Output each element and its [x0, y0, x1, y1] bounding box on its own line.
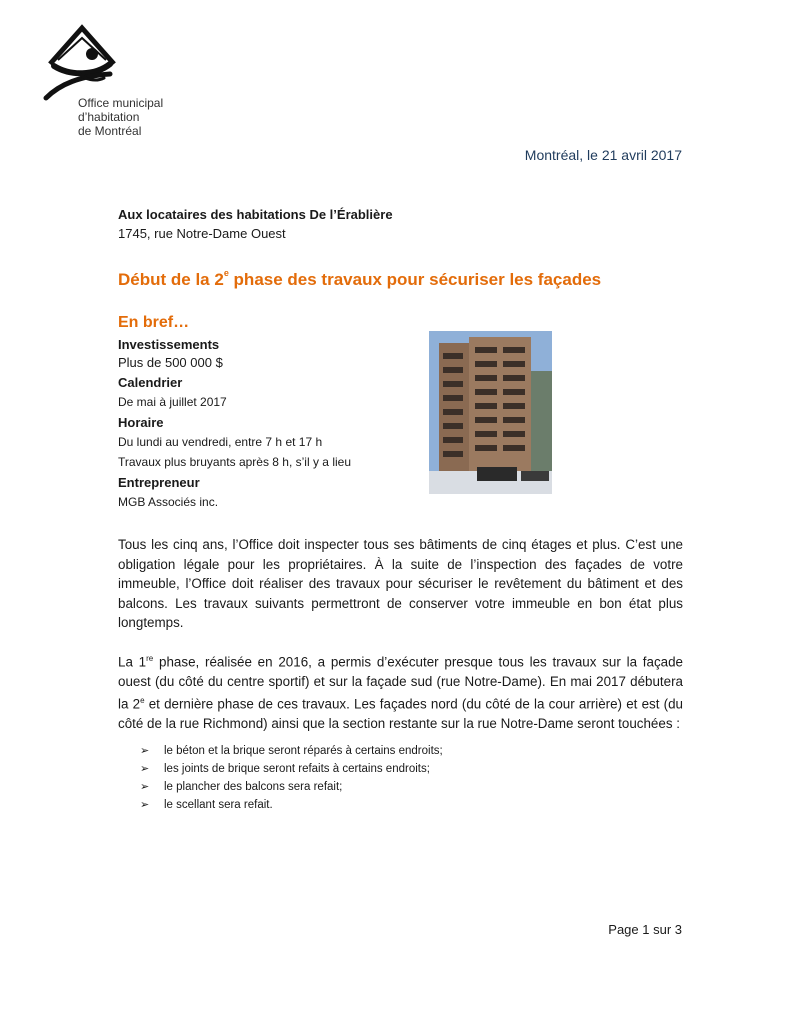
org-line: de Montréal [78, 124, 142, 138]
org-name [78, 96, 163, 138]
letter-date: Montréal, le 21 avril 2017 [524, 147, 682, 163]
paragraph-inspection: Tous les cinq ans, l’Office doit inspecter tous ses bâtiments de cinq étages et plus. C’est une obligation légale pour les propriétaires. À la suite de l’inspection des façades de votre immeuble, l’Office doit réaliser des travaux pour sécuriser le revêtement du bâtiment et des balcons. Les travaux suivants permettront de conserver votre immeuble en bon état plus longtemps. [118, 537, 683, 630]
title-part: Début de la 2 [118, 270, 224, 289]
paragraph-superscript: e [140, 696, 145, 706]
brief-value-hours: Du lundi au vendredi, entre 7 h et 17 h [118, 435, 323, 449]
work-list [140, 742, 443, 814]
arrow-bullet-icon: ➢ [140, 781, 150, 793]
brief-label-schedule: Calendrier [118, 375, 183, 390]
list-item [140, 760, 443, 778]
list-item-text: le scellant sera refait. [164, 799, 273, 811]
addressee-address: 1745, rue Notre-Dame Ouest [118, 226, 286, 241]
addressee-block [118, 205, 393, 243]
list-item [140, 778, 443, 796]
paragraph-part: La 1 [118, 654, 147, 670]
title-part: phase des travaux pour sécuriser les façades [228, 270, 602, 289]
arrow-bullet-icon: ➢ [140, 763, 150, 775]
title-superscript: e [223, 268, 229, 278]
brief-value-contractor: MGB Associés inc. [118, 495, 219, 509]
arrow-bullet-icon: ➢ [140, 799, 150, 811]
list-item-text: les joints de brique seront refaits à certains endroits; [164, 763, 430, 775]
list-item [140, 742, 443, 760]
list-item-text: le plancher des balcons sera refait; [164, 781, 343, 793]
addressee-name: Aux locataires des habitations De l’Érablière [118, 207, 393, 222]
paragraph-superscript: re [146, 654, 154, 663]
building-photo [429, 331, 552, 494]
brief-section [118, 314, 418, 514]
brief-value-hours-note: Travaux plus bruyants après 8 h, s’il y a lieu [118, 455, 351, 469]
org-line: d’habitation [78, 110, 140, 124]
brief-label-contractor: Entrepreneur [118, 475, 200, 490]
org-line: Office municipal [78, 96, 164, 110]
brief-label-hours: Horaire [118, 415, 164, 430]
arrow-bullet-icon: ➢ [140, 745, 150, 757]
apartment-building-icon [429, 331, 552, 494]
house-figure-icon [40, 24, 120, 104]
brief-heading: En bref… [118, 314, 190, 331]
list-item [140, 796, 443, 814]
list-item-text: le béton et la brique seront réparés à certains endroits; [164, 745, 443, 757]
page-number: Page 1 sur 3 [608, 922, 682, 937]
brief-value-schedule: De mai à juillet 2017 [118, 395, 227, 409]
paragraph-part: et dernière phase de ces travaux. Les façades nord (du côté de la cour arrière) et est (du côté de la rue Richmond) ainsi que la section restante sur la rue Notre-Dame seront touchées : [118, 696, 683, 732]
document-title [118, 270, 601, 290]
brief-value-investments: Plus de 500 000 $ [118, 355, 223, 370]
brief-label-investments: Investissements [118, 337, 220, 352]
paragraph-part: phase, réalisée en 2016, a permis d’exécuter presque tous les travaux sur la façade ouest (du côté du centre sportif) et sur la façade sud (rue Notre-Dame). En mai 2017 débutera la 2 [118, 654, 684, 712]
paragraph-phases [118, 649, 683, 734]
